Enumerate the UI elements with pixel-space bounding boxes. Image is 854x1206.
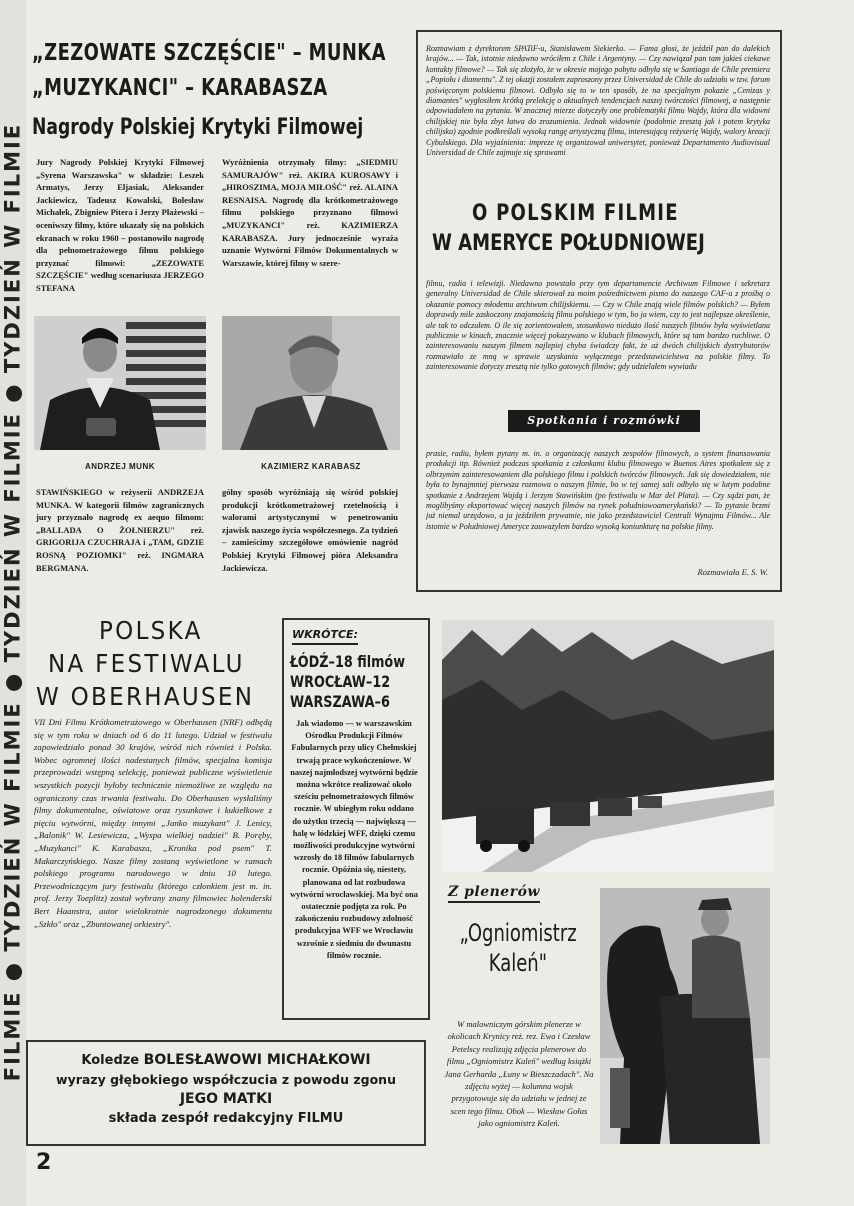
sidebar-banner <box>0 0 26 1206</box>
page-number: 2 <box>36 1150 52 1175</box>
title-line-3: WARSZAWA–6 <box>290 692 390 711</box>
section-band: Spotkania i rozmówki <box>508 410 700 432</box>
article-awards <box>32 38 412 143</box>
condolence-name: BOLESŁAWOWI MICHAŁKOWI <box>143 1052 371 1068</box>
article-kalen-body: W malowniczym górskim plenerze w okolicach Krynicy reż. rez. Ewa i Czesław Petelscy realizują zdjęcia plenerowe do filmu „Ogniomistrz Kaleń" według książki Jana Gerharda „Łuny w Bieszczadach". Na zdjęciu wyżej — kolumna wojsk przygotowuje się do udziału w jednej ze scen tego filmu. Obok — Wiesław Gołas jako ogniomistrz Kaleń. <box>444 1019 594 1129</box>
caption-andrzej-munk: ANDRZEJ MUNK <box>85 462 155 471</box>
kicker-z-plenerow: Z plenerów <box>448 884 540 903</box>
condolence-line-2: wyrazy głębokiego współczucia z powodu zgonu <box>56 1072 396 1087</box>
headline-line-2: „MUZYKANCI" – KARABASZA <box>32 75 328 101</box>
condolence-line-1-text: Koledze <box>81 1053 144 1068</box>
subheadline: Nagrody Polskiej Krytyki Filmowej <box>32 115 364 140</box>
photo-andrzej-munk <box>34 316 206 450</box>
article-awards-col1: Jury Nagrody Polskiej Krytyki Filmowej „Syrena Warszawska" w składzie: Leszek Armatys, Jerzy Eljasiak, Aleksander Jackiewicz, Tadeusz Kowalski, Bolesław Michałek, Zbigniew Pitera i Jerzy Płażewski – oceniwszy filmy, które ukazały się na polskich ekranach w roku 1960 – postanowiło nagrodę dla pełnometrażowego filmu polskiego przyznać filmowi: „ZEZOWATE SZCZĘŚCIE" według scenariusza JERZEGO STEFANA <box>36 157 204 293</box>
article-south-america-end: prasie, radiu, byłem pytany m. in. o organizację naszych zespołów filmowych, o system finansowania produkcji itp. Również podczas spotkania z członkami klubu filmowego w Buenos Aires spotkałem się z olbrzymim zainteresowaniem dla polskiego filmu i polskich twórców filmowych. Jak się dowiedziałem, nie była to bynajmniej pierwsza rozmowa o naszym filmie, bo w tej samej sali odbyło się w lutym podobne spotkanie z Andrzejem Wajdą i Jerzym Stawińskim (po festiwalu w Mar del Plata). — Czy sądzi pan, że moglibyśmy eksportować więcej naszych filmów na rynek południowoamerykański? — To pytanie brzmi już niemal urzędowo, a ja jeździłem prywatnie, nie jako przedstawiciel Centrali Wynajmu Filmów... Ale istotnie w Południowej Ameryce zauważyłem bardzo wysoką koniunkturę na polskie filmy. <box>426 449 770 531</box>
article-awards-col2: Wyróżnienia otrzymały filmy: „SIEDMIU SAMURAJÓW" reż. AKIRA KUROSAWY i „HIROSZIMA, MOJA MIŁOŚĆ" reż. ALAINA RESNAISA. Nagrodę dla krótkometrażowego filmu polskiego przyznano filmowi „MUZYKANCI" reż. KAZIMIERZA KARABASZA. Jury jednocześnie wyraża uznanie Wytwórni Filmów Dokumentalnych w Warszawie, której filmy w szere- <box>222 157 398 268</box>
condolence-box <box>26 1040 426 1146</box>
title-line-3: W OBERHAUSEN <box>36 682 255 711</box>
article-awards-col2-cont: gólny sposób wyróżniają się wśród polskiej produkcji krótkometrażowej rzetelnością i walorami artystycznymi w penetrowaniu zjawisk naszego życia współczesnego. Za tydzień – zamieścimy szczegółowe omówienie nagród Polskiej Krytyki Filmowej pióra Aleksandra Jackiewicza. <box>222 487 398 573</box>
article-kalen-title <box>440 918 596 978</box>
caption-kazimierz-karabasz: KAZIMIERZ KARABASZ <box>261 462 361 471</box>
kicker-wkrotce: WKRÓTCE: <box>292 628 358 645</box>
condolence-line-1 <box>28 1051 424 1070</box>
photo-rider-on-horse <box>600 888 770 1144</box>
article-oberhausen-title <box>30 614 280 713</box>
title-line-1: ŁÓDŹ–18 filmów <box>290 652 406 671</box>
article-south-america-title <box>424 200 772 258</box>
condolence-line-3: JEGO MATKI <box>179 1091 273 1107</box>
headline-line-1: „ZEZOWATE SZCZĘŚCIE" – MUNKA <box>32 40 386 66</box>
photo-army-column <box>442 620 774 872</box>
article-south-america-mid: filmu, radia i telewizji. Niedawno powstało przy tym departamencie Archiwum Filmowe i sekretarz generalny Universidad de Chile skierował za moim pośrednictwem pismo do naszego CAF-u z prośbą o okazanie pomocy młodemu archiwum chilijskiemu. — Czy w Chile znają wiele filmów polskich? — Byłem doprawdy mile zaskoczony znajomością filmu polskiego w tym, bo ja wiem, czy to jest najlepsze określenie, ale tak to odczułem. O ile się zorientowałem, stosunkowo niedużo ilość naszych filmów była wyświetlana publicznie w kinach, znacznie więcej pokazywano w klubach filmowych, które są tam bardzo ruchliwe. O zainteresowaniu naszym filmem najlepiej chyba świadczy fakt, że aż dwóch chilijskich dystrybutorów rozmawiało ze mną w sprawie uzyskania wyłącznego przedstawicielstwa na polskie filmy. To zainteresowanie dotyczy zresztą nie tylko gotowych filmów; gdy udzielałem wywiadu <box>426 279 770 372</box>
title-line-1: O POLSKIM FILMIE <box>471 201 679 226</box>
article-south-america-signature: Rozmawiała E. S. W. <box>697 567 768 577</box>
article-south-america-intro: Rozmawiam z dyrektorem SPATiF-u, Stanisławem Siekierko. — Fama głosi, że jeździł pan do dalekich krajów... — Tak, istotnie niedawno wróciłem z Chile i Argentyny. — Czy nawiązał pan tam jakieś ciekawe kontakty filmowe? — Tak się złożyło, że w okresie mojego pobytu odbyła się w Santiago de Chile premiera „Popiołu i diamentu". Z tej okazji zostałem zaproszony przez Universidad de Chile do udziału w tzw. forum poświęconym polskiemu filmowi. Odbyło się to w ten sposób, że na specjalnym pokazie „Cenizas y diamantes" wygłosiłem krótką prelekcję o aktualnych tendencjach naszej twórczości filmowej, a następnie odpowiadałem na pytania. W znacznej mierze dotyczyły one problematyki filmu Wajdy, która dla widowni chilijskiej nie była zbyt łatwa do zrozumienia. Jednak widownie (podobnie zresztą jak i potem krytyka chilijska) zgodnie podkreślali wysoką rangę artystyczną filmu, interesującą reżyserię Wajdy, walory kreacji Cybulskiego. Dla wyjaśnienia: impreze tę organizował uniwersytet, ponieważ Departamento Audiovisual Universidad de Chile zajmuje się sprawami <box>426 44 770 158</box>
photo-kazimierz-karabasz <box>222 316 400 450</box>
title-line-1: „Ogniomistrz <box>459 919 577 947</box>
title-line-2: WROCŁAW–12 <box>290 672 391 691</box>
condolence-line-4: składa zespół redakcyjny FILMU <box>108 1111 344 1126</box>
article-studios-title <box>290 652 424 712</box>
title-line-1: POLSKA <box>98 616 203 645</box>
article-awards-col1-cont: STAWIŃSKIEGO w reżyserii ANDRZEJA MUNKA. W kategorii filmów zagranicznych jury przyznało nagrodę ex aequo filmom: „BALLADA O ŻOŁNIERZU" reż. GRIGORIJA CZUCHRAJA i „TAM, GDZIE ROSNĄ POZIOMKI" reż. INGMARA BERGMANA. <box>36 487 204 573</box>
sidebar-text: FILMIE ● TYDZIEŃ W FILMIE ● TYDZIEŃ W FILMIE ● TYDZIEŃ W FILMIE <box>0 122 25 1082</box>
article-oberhausen-body: VII Dni Filmu Krótkometrażowego w Oberhausen (NRF) odbędą się w tym roku w dniach od 6 do 11 lutego. Udział w festiwalu zapowiedziało ponad 30 krajów, wśród nich również i Polska. Wobec ogromnej ilości nadestanych filmów, specjalna komisja przeprowadzi wstępną selekcję, ponieważ publiczne wyświetlenie wszystkich pozycji byłoby technicznie niemożliwe ze względu na ograniczony czas trwania festiwalu. Do Oberhausen wysłaliśmy filmy dokumentalne, oświatowe oraz rysunkowe i kukiełkowe z pięciu wytwórni, między innymi „Janko muzykant" J. Lenicy, „Balonik" W. Lesiewicza, „Wyspa wielkiej nadziei" B. Poręby, „Muzykanci" K. Karabasza, „Kronika pod psem" T. Makarczyńskiego. Nasze filmy zostaną wyświetlone w ramach polskiego programu narodowego w dniu 10 lutego. Przewodniczącym jury festiwalu (którego członkiem jest m. in. prof. Jerzy Toeplitz) został wybrany znany filmowiec holenderski Bert Haanstra, autor wielokrotnie nagrodzonego dokumentu „Szkło" oraz „Zbuntowanej orkiestry". <box>34 717 272 929</box>
title-line-2: W AMERYCE POŁUDNIOWEJ <box>431 231 705 256</box>
title-line-2: NA FESTIWALU <box>48 649 245 678</box>
article-studios-body: Jak wiadomo — w warszawskim Ośrodku Produkcji Filmów Fabularnych przy ulicy Chełmskiej trwają prace wykończeniowe. W naszej najmłodszej wytwórni będzie można wkrótce realizować około sześciu pełnometrażowych filmów rocznie. W ubiegłym roku oddano do użytku trzecią — największą — halę w łódzkiej WFF, dzięki czemu możliwości produkcyjne wytwórni wzrosły do 18 filmów fabularnych rocznie. Opóźnia się, niestety, planowana od lat rozbudowa wytwórni wrocławskiej. Ma być ona ostatecznie podjęta za rok. Po zakończeniu rozbudowy zdolność produkcyjna WFF we Wrocławiu wzrośnie z siedmiu do dwunastu filmów rocznie. <box>290 719 418 960</box>
title-line-2: Kaleń" <box>488 949 548 977</box>
